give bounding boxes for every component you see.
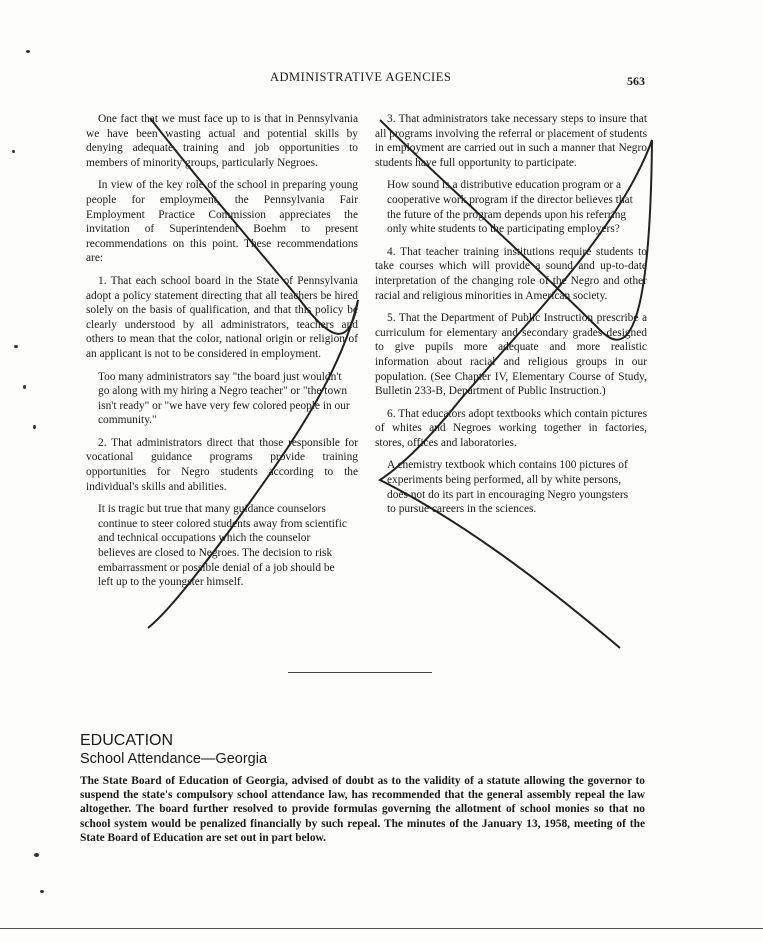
margin-speck <box>23 385 26 389</box>
section-subtitle: School Attendance—Georgia <box>80 751 268 767</box>
education-section <box>80 732 645 845</box>
margin-speck <box>33 425 36 429</box>
section-lead-paragraph: The State Board of Education of Georgia, advised of doubt as to the validity of a statute allowing the governor to suspend the state's compulsory school attendance law, has recommended that the general assembly repeal the law altogether. The board further resolved to provide formulas governing the allotment of school monies so that no school system would be penalized financially by such repeal. The minutes of the January 13, 1958, meeting of the State Board of Education are set out in part below. <box>80 775 645 844</box>
comment-paragraph: Too many administrators say "the board just wouldn't go along with my hiring a Negro teacher" or "the town isn't ready" or "we have very few colored people in our community." <box>98 370 350 427</box>
section-divider <box>288 672 432 673</box>
margin-speck <box>26 50 30 53</box>
paragraph: In view of the key role of the school in preparing young people for employment, the Pennsylvania Fair Employment Practice Commission appreciates the invitation of Superintendent Boehm to present recommendations on this point. These recommendations are: <box>86 179 358 265</box>
right-column <box>375 112 647 525</box>
comment-paragraph: A chemistry textbook which contains 100 pictures of experiments being performed, all by white persons, does not do its part in encouraging Negro youngsters to pursue careers in the sciences. <box>387 459 629 516</box>
scan-edge-line <box>0 928 763 929</box>
comment-paragraph: How sound is a distributive education program or a cooperative work program if the director believes that the future of the program depends upon his referring only white students to the participating employers? <box>387 179 633 236</box>
recommendation-6: 6. That educators adopt textbooks which contain pictures of whites and Negroes working together in factories, stores, offices and laboratories. <box>375 407 647 449</box>
recommendation-1: 1. That each school board in the State of Pennsylvania adopt a policy statement directing that all teachers be hired solely on the basis of qualification, and that this policy be clearly understood by all administrators, teachers and others to mean that the color, national origin or religion of an applicant is not to be considered in employment. <box>86 274 358 360</box>
page-number: 563 <box>627 74 645 88</box>
margin-speck <box>12 150 15 153</box>
paragraph: One fact that we must face up to is that in Pennsylvania we have been wasting actual and potential skills by denying adequate training and job opportunities to members of minority groups, particularly Negroes. <box>86 113 358 169</box>
left-column <box>86 112 358 598</box>
margin-speck <box>40 890 44 893</box>
comment-paragraph: It is tragic but true that many guidance counselors continue to steer colored students away from scientific and technical occupations which the counselor believes are closed to Negroes. The decision to risk embarrassment or possible denial of a job should be left up to the youngster himself. <box>98 503 347 589</box>
margin-speck <box>14 345 18 348</box>
margin-speck <box>34 853 39 857</box>
running-head: ADMINISTRATIVE AGENCIES <box>270 70 452 84</box>
recommendation-4: 4. That teacher training institutions require students to take courses which will provide a sound and up-to-date interpretation of the changing role of the Negro and other racial and religious minorities in American society. <box>375 245 647 302</box>
recommendation-2: 2. That administrators direct that those responsible for vocational guidance programs provide training opportunities for Negro students according to the individual's skills and abilities. <box>86 436 358 493</box>
section-title: EDUCATION <box>80 732 174 749</box>
recommendation-3: 3. That administrators take necessary steps to insure that all programs involving the referral or placement of students in employment are carried out in such a manner that Negro students have full opportunity to participate. <box>375 113 647 169</box>
recommendation-5: 5. That the Department of Public Instruction prescribe a curriculum for elementary and secondary grades designed to give pupils more adequate and more realistic information about racial and religious groups in our population. (See Chapter IV, Elementary Course of Study, Bulletin 233-B, Department of Public Instruction.) <box>375 312 647 398</box>
